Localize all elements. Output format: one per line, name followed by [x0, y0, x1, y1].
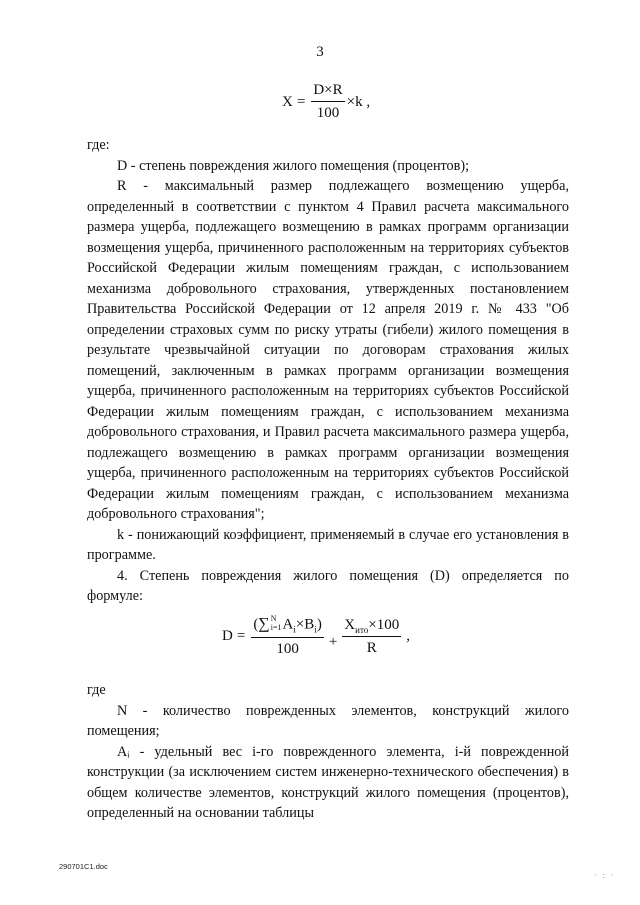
text-block-2	[87, 680, 569, 824]
formula-x-denominator: 100	[316, 105, 340, 121]
sum-upper: N	[270, 614, 277, 623]
formula-d-fraction-2	[342, 618, 401, 656]
sum-limits	[271, 614, 282, 632]
b-sub: i	[314, 624, 317, 635]
where-label: где:	[87, 137, 110, 153]
formula-x-eq: =	[296, 93, 306, 110]
times-symbol: ×	[295, 616, 305, 633]
b-symbol: B	[304, 616, 315, 633]
formula-x-lhs: X	[282, 93, 293, 110]
formula-x-fraction	[311, 83, 344, 121]
x-symbol: X	[344, 616, 356, 633]
close-paren: )	[316, 616, 322, 633]
formula-d-numerator-2	[342, 618, 401, 637]
n-definition: N - количество поврежденных элементов, конструкций жилого помещения;	[87, 702, 569, 739]
formula-d-numerator-1	[251, 616, 324, 638]
text-block-1	[87, 135, 569, 607]
where-label-2: где	[87, 682, 106, 698]
formula-x	[282, 83, 370, 121]
open-paren: (	[253, 616, 259, 633]
a-definition: Aᵢ - удельный вес i-го поврежденного элемента, i-й поврежденной конструкции (за исключением систем инженерно-технического обеспечения) в общем количестве элементов, конструкций жилого помещения (процентов), определенный на основании таблицы	[87, 743, 569, 821]
x-sub: ито	[355, 624, 369, 635]
a-symbol: A	[282, 616, 294, 633]
sum-lower: i=1	[270, 623, 282, 632]
formula-d-lhs: D	[222, 628, 233, 644]
page-number: 3	[316, 44, 324, 60]
formula-d-eq: =	[236, 628, 246, 644]
paragraph-4: 4. Степень повреждения жилого помещения (D) определяется по формуле:	[87, 567, 569, 604]
scan-specks: · : ·	[594, 871, 616, 880]
formula-x-tail: ×k ,	[346, 93, 371, 110]
formula-d-denominator-1: 100	[276, 641, 299, 657]
sum-symbol: ∑	[258, 615, 270, 633]
k-definition: k - понижающий коэффициент, применяемый в случае его установления в программе.	[87, 526, 569, 563]
formula-d	[222, 616, 410, 657]
formula-x-numerator: D×R	[311, 83, 344, 102]
formula-d-end: ,	[406, 628, 410, 644]
times-100: ×100	[368, 616, 400, 633]
d-definition: D - степень повреждения жилого помещения (процентов);	[117, 157, 470, 174]
footer-filename: 290701C1.doc	[59, 862, 108, 871]
r-definition: R - максимальный размер подлежащего возмещению ущерба, определенный в соответствии с пунктом 4 Правил расчета максимального размера ущерба, подлежащего возмещению в рамках программ организации возмещения ущерба, причиненного расположенным на территориях субъектов Российской Федерации жилым помещениям граждан, с использованием механизма добровольного страхования, утвержденных постановлением Правительства Российской Федерации от 12 апреля 2019 г. № 433 "Об определении страховых сумм по риску утраты (гибели) жилого помещения в результате чрезвычайной ситуации по договорам страхования жилых помещений, заключенным в рамках программ организации возмещения ущерба, причиненного расположенным на территориях субъектов Российской Федерации жилым помещениям граждан, с использованием механизма добровольного страхования, и Правил расчета максимального размера ущерба, подлежащего возмещению в рамках программ организации возмещения ущерба, причиненного расположенным на территориях субъектов Российской Федерации жилым помещениям граждан, с использованием механизма добровольного страхования";	[87, 178, 569, 522]
formula-d-plus: +	[328, 634, 338, 650]
a-sub: i	[293, 624, 296, 635]
formula-d-denominator-2: R	[366, 639, 377, 656]
formula-d-fraction-1	[251, 616, 324, 657]
